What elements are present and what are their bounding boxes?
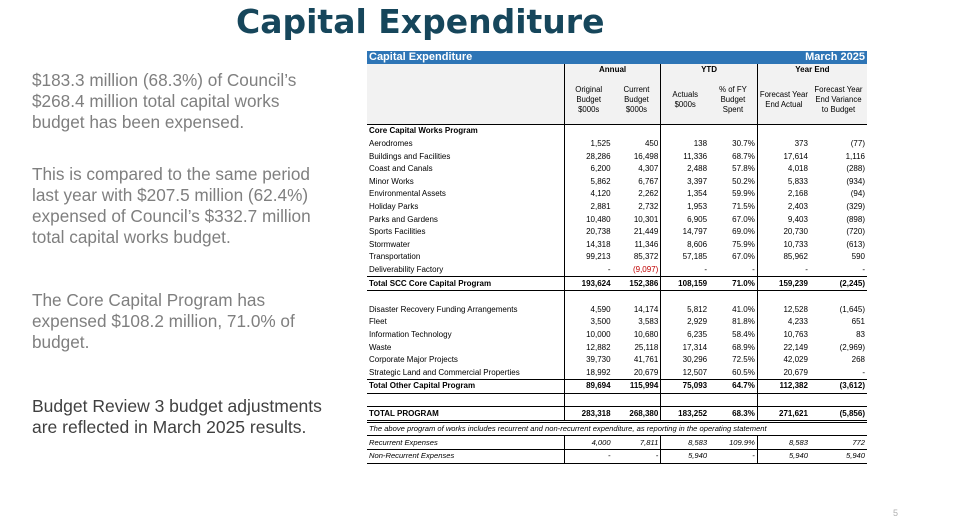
row-label: Waste <box>367 341 564 354</box>
cell-var: 268 <box>851 355 865 365</box>
cell-curr: 16,498 <box>613 150 661 163</box>
cell-curr: 20,679 <box>613 366 661 379</box>
cell-var: (77) <box>850 139 865 149</box>
cell-pct: 30.7% <box>709 138 757 151</box>
blank-cell <box>661 393 709 407</box>
row-label: Corporate Major Projects <box>367 354 564 367</box>
cell-orig: 12,882 <box>586 342 611 352</box>
cell-fc: 22,149 <box>783 342 808 352</box>
row-label: Total Other Capital Program <box>367 380 564 394</box>
cell-var: (5,856) <box>810 407 867 422</box>
summary-paragraph-1: $183.3 million (68.3%) of Council’s $268.4 million total capital works budget has been expensed. <box>32 70 297 132</box>
cell-act: 6,235 <box>687 329 708 339</box>
column-header-actuals: Actuals $000s <box>661 76 709 125</box>
cell-fc: 5,833 <box>787 176 808 186</box>
cell-var: (1,645) <box>839 304 865 314</box>
blank-cell <box>661 290 709 303</box>
row-label: Disaster Recovery Funding Arrangements <box>367 304 564 317</box>
row-label: Stormwater <box>367 239 564 252</box>
cell-fc: 9,403 <box>787 214 808 224</box>
cell-act: 138 <box>693 139 708 149</box>
row-label: Total SCC Core Capital Program <box>367 277 564 291</box>
cell-orig: 20,738 <box>586 227 611 237</box>
capital-expenditure-table-container <box>367 51 867 464</box>
cell-fc: 8,583 <box>757 436 810 450</box>
total-core-row <box>367 277 867 291</box>
cell-orig: 3,500 <box>590 317 611 327</box>
total-other-row <box>367 380 867 394</box>
table-row <box>367 329 867 342</box>
cell-act: 3,397 <box>687 176 708 186</box>
cell-fc: 12,528 <box>783 304 808 314</box>
blank-cell <box>613 125 661 138</box>
cell-orig: 2,881 <box>590 202 611 212</box>
cell-act: 5,812 <box>687 304 708 314</box>
cell-pct: 67.0% <box>709 251 757 264</box>
table-row <box>367 176 867 189</box>
group-annual: Annual <box>564 64 660 77</box>
summary-paragraph-2: This is compared to the same period last year with $207.5 million (62.4%) expensed of Council’s $332.7 million total capital works budget. <box>32 164 311 247</box>
cell-act: 14,797 <box>682 227 708 237</box>
row-label: Coast and Canals <box>367 163 564 176</box>
table-row <box>367 188 867 201</box>
summary-paragraph-3: The Core Capital Program has expensed $108.2 million, 71.0% of budget. <box>32 290 295 352</box>
table-row <box>367 138 867 151</box>
cell-pct: 71.0% <box>709 277 757 291</box>
blank-cell <box>661 125 709 138</box>
cell-orig: 1,525 <box>590 139 611 149</box>
row-label: Buildings and Facilities <box>367 150 564 163</box>
row-label: Non-Recurrent Expenses <box>367 450 564 464</box>
row-label: Aerodromes <box>367 138 564 151</box>
cell-curr: 10,680 <box>613 329 661 342</box>
cell-var: 1,116 <box>845 151 865 161</box>
spacer-row <box>367 290 867 303</box>
cell-pct: 67.0% <box>709 213 757 226</box>
cell-fc: 4,233 <box>787 317 808 327</box>
cell-fc: 10,733 <box>783 239 808 249</box>
blank-cell <box>367 393 564 407</box>
table-row <box>367 341 867 354</box>
row-label: Information Technology <box>367 329 564 342</box>
cell-orig: 89,694 <box>564 380 612 394</box>
cell-act: 6,905 <box>687 214 708 224</box>
cell-pct: 69.0% <box>709 226 757 239</box>
table-row <box>367 304 867 317</box>
blank-cell <box>613 393 661 407</box>
cell-pct: 68.3% <box>709 407 757 422</box>
cell-fc: 2,403 <box>787 202 808 212</box>
blank-cell <box>757 290 810 303</box>
cell-fc: 17,614 <box>783 151 808 161</box>
cell-var: - <box>862 265 865 275</box>
table-row <box>367 239 867 252</box>
cell-pct: 41.0% <box>709 304 757 317</box>
cell-fc: 5,940 <box>757 450 810 464</box>
table-period: March 2025 <box>709 51 867 64</box>
cell-pct: 68.9% <box>709 341 757 354</box>
cell-var: - <box>862 367 865 377</box>
cell-act: 2,488 <box>687 164 708 174</box>
cell-orig: 283,318 <box>564 407 612 422</box>
cell-fc: 373 <box>794 139 808 149</box>
cell-curr: (9,097) <box>613 264 661 277</box>
cell-fc: 2,168 <box>787 189 808 199</box>
cell-pct: 81.8% <box>709 316 757 329</box>
column-header-variance: Forecast Year End Variance to Budget <box>810 76 867 125</box>
cell-fc: 271,621 <box>757 407 810 422</box>
row-label: Holiday Parks <box>367 201 564 214</box>
cell-act: 108,159 <box>661 277 709 291</box>
cell-var: 651 <box>851 317 865 327</box>
cell-pct: - <box>709 264 757 277</box>
cell-curr: 3,583 <box>613 316 661 329</box>
cell-pct: 109.9% <box>709 436 757 450</box>
group-ytd: YTD <box>661 64 758 77</box>
cell-fc: 159,239 <box>757 277 810 291</box>
cell-orig: 28,286 <box>586 151 611 161</box>
table-row <box>367 213 867 226</box>
cell-act: 5,940 <box>661 450 709 464</box>
cell-act: 30,296 <box>682 355 708 365</box>
row-label: Recurrent Expenses <box>367 436 564 450</box>
cell-fc: 85,962 <box>783 252 808 262</box>
cell-orig: 10,000 <box>586 329 611 339</box>
cell-pct: 75.9% <box>709 239 757 252</box>
cell-curr: 2,262 <box>613 188 661 201</box>
cell-var: (2,969) <box>839 342 865 352</box>
table-row <box>367 150 867 163</box>
blank-cell <box>613 290 661 303</box>
cell-var: (2,245) <box>810 277 867 291</box>
cell-curr: 268,380 <box>613 407 661 422</box>
row-label: Parks and Gardens <box>367 213 564 226</box>
cell-act: 57,185 <box>682 252 708 262</box>
note-row <box>367 421 867 436</box>
row-label: Environmental Assets <box>367 188 564 201</box>
cell-orig: 14,318 <box>586 239 611 249</box>
cell-curr: 11,346 <box>613 239 661 252</box>
cell-orig: 10,480 <box>586 214 611 224</box>
cell-fc: 4,018 <box>787 164 808 174</box>
row-label: TOTAL PROGRAM <box>367 407 564 422</box>
total-program-row <box>367 407 867 422</box>
cell-act: 183,252 <box>661 407 709 422</box>
cell-curr: 4,307 <box>613 163 661 176</box>
section-core-row <box>367 125 867 138</box>
cell-curr: 115,994 <box>613 380 661 394</box>
table-note: The above program of works includes recurrent and non-recurrent expenditure, as reporting in the operating statement <box>367 421 867 436</box>
group-year-end: Year End <box>757 64 867 77</box>
cell-curr: 2,732 <box>613 201 661 214</box>
cell-var: 590 <box>851 252 865 262</box>
cell-var: (329) <box>846 202 865 212</box>
cell-curr: 152,386 <box>613 277 661 291</box>
cell-pct: 60.5% <box>709 366 757 379</box>
cell-act: 17,314 <box>682 342 708 352</box>
column-header-row <box>367 76 867 125</box>
cell-pct: 68.7% <box>709 150 757 163</box>
table-header-row <box>367 51 867 64</box>
slide-number: 5 <box>893 508 899 518</box>
column-header-pct: % of FY Budget Spent <box>709 76 757 125</box>
row-label: Strategic Land and Commercial Properties <box>367 366 564 379</box>
cell-orig: 39,730 <box>586 355 611 365</box>
cell-var: 83 <box>856 329 865 339</box>
cell-act: 12,507 <box>682 367 708 377</box>
non-recurrent-row <box>367 450 867 464</box>
cell-fc: 20,679 <box>783 367 808 377</box>
cell-pct: 59.9% <box>709 188 757 201</box>
cell-curr: - <box>613 450 661 464</box>
column-header-current: Current Budget $000s <box>613 76 661 125</box>
cell-curr: 6,767 <box>613 176 661 189</box>
blank-cell <box>810 125 867 138</box>
cell-orig: 18,992 <box>586 367 611 377</box>
cell-orig: 193,624 <box>564 277 612 291</box>
blank-cell <box>709 125 757 138</box>
cell-fc: - <box>805 265 808 275</box>
cell-var: (720) <box>846 227 865 237</box>
blank-cell <box>810 290 867 303</box>
slide-title: Capital Expenditure <box>236 2 605 41</box>
cell-act: 8,606 <box>687 239 708 249</box>
cell-curr: 10,301 <box>613 213 661 226</box>
recurrent-row <box>367 436 867 450</box>
section-core-title: Core Capital Works Program <box>367 125 564 138</box>
cell-act: - <box>704 265 708 275</box>
cell-orig: 4,120 <box>590 189 611 199</box>
group-header-row <box>367 64 867 77</box>
table-row <box>367 251 867 264</box>
cell-fc: 10,763 <box>783 329 808 339</box>
cell-var: (3,612) <box>810 380 867 394</box>
cell-orig: 6,200 <box>590 164 611 174</box>
cell-pct: 58.4% <box>709 329 757 342</box>
cell-pct: 72.5% <box>709 354 757 367</box>
row-label: Deliverability Factory <box>367 264 564 277</box>
cell-orig: 99,213 <box>586 252 611 262</box>
blank-cell <box>564 393 612 407</box>
blank-cell <box>564 125 612 138</box>
cell-curr: 41,761 <box>613 354 661 367</box>
cell-act: 1,354 <box>687 189 708 199</box>
summary-paragraph-4: Budget Review 3 budget adjustments are reflected in March 2025 results. <box>32 396 322 437</box>
cell-orig: 5,862 <box>590 176 611 186</box>
table-row <box>367 264 867 277</box>
cell-pct: 71.5% <box>709 201 757 214</box>
cell-var: (288) <box>846 164 865 174</box>
cell-act: 11,336 <box>683 151 708 161</box>
spacer-row <box>367 393 867 407</box>
cell-var: (934) <box>846 176 865 186</box>
row-label: Minor Works <box>367 176 564 189</box>
cell-var: (898) <box>846 214 865 224</box>
capital-expenditure-table <box>367 51 867 464</box>
cell-fc: 20,730 <box>783 227 808 237</box>
cell-orig: 4,590 <box>590 304 611 314</box>
cell-pct: 64.7% <box>709 380 757 394</box>
cell-curr: 21,449 <box>613 226 661 239</box>
cell-var: (613) <box>846 239 865 249</box>
row-label: Sports Facilities <box>367 226 564 239</box>
cell-curr: 85,372 <box>613 251 661 264</box>
cell-pct: - <box>709 450 757 464</box>
column-header-original: Original Budget $000s <box>564 76 612 125</box>
cell-curr: 25,118 <box>613 341 661 354</box>
table-row <box>367 163 867 176</box>
column-header-forecast: Forecast Year End Actual <box>757 76 810 125</box>
table-row <box>367 226 867 239</box>
blank-cell <box>810 393 867 407</box>
cell-curr: 7,811 <box>613 436 661 450</box>
blank-cell <box>367 64 564 77</box>
row-label: Transportation <box>367 251 564 264</box>
blank-cell <box>757 125 810 138</box>
blank-cell <box>757 393 810 407</box>
cell-act: 1,953 <box>687 202 708 212</box>
table-row <box>367 316 867 329</box>
table-row <box>367 201 867 214</box>
table-row <box>367 354 867 367</box>
cell-act: 8,583 <box>661 436 709 450</box>
blank-cell <box>367 76 564 125</box>
cell-orig: - <box>607 265 611 275</box>
cell-fc: 112,382 <box>757 380 810 394</box>
cell-var: 772 <box>810 436 867 450</box>
table-title: Capital Expenditure <box>367 51 709 64</box>
cell-curr: 450 <box>613 138 661 151</box>
cell-act: 2,929 <box>687 317 708 327</box>
blank-cell <box>709 290 757 303</box>
cell-var: 5,940 <box>810 450 867 464</box>
cell-var: (94) <box>850 189 865 199</box>
cell-act: 75,093 <box>661 380 709 394</box>
blank-cell <box>367 290 564 303</box>
table-row <box>367 366 867 379</box>
cell-fc: 42,029 <box>783 355 808 365</box>
row-label: Fleet <box>367 316 564 329</box>
cell-orig: - <box>564 450 612 464</box>
cell-pct: 57.8% <box>709 163 757 176</box>
cell-orig: 4,000 <box>564 436 612 450</box>
cell-pct: 50.2% <box>709 176 757 189</box>
cell-curr: 14,174 <box>613 304 661 317</box>
blank-cell <box>709 393 757 407</box>
blank-cell <box>564 290 612 303</box>
